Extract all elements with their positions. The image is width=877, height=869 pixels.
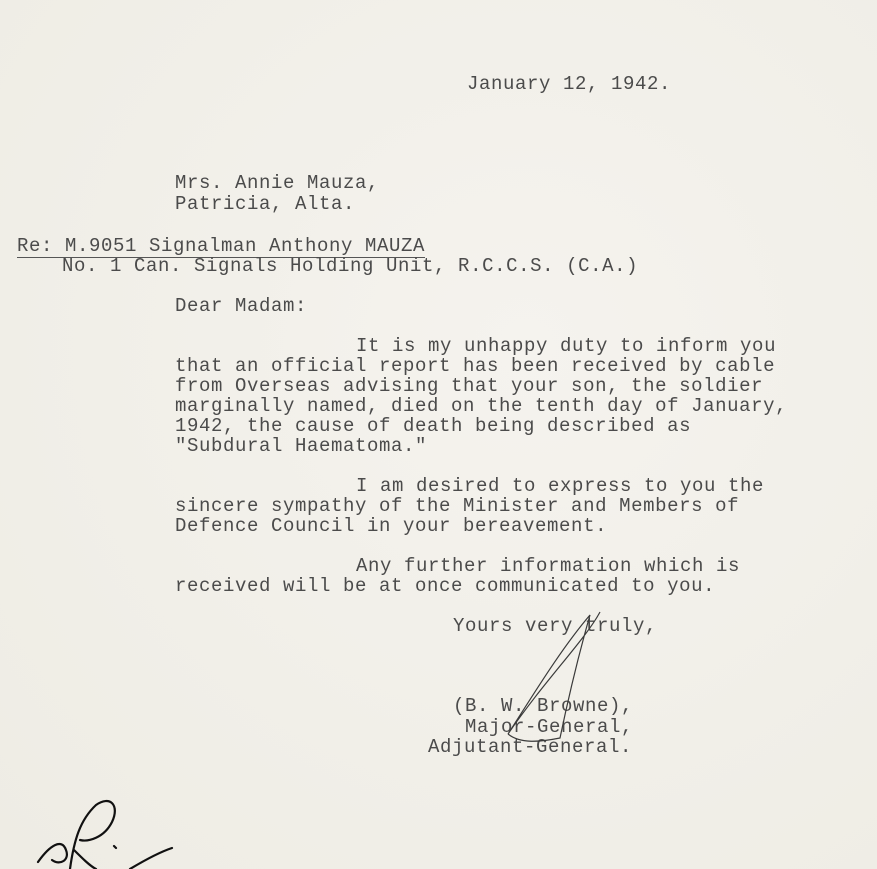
signatory-rank: Major-General, bbox=[465, 716, 634, 738]
letter-date: January 12, 1942. bbox=[467, 73, 672, 95]
paragraph-1-line: "Subdural Haematoma." bbox=[175, 435, 428, 457]
paragraph-1-line: It is my unhappy duty to inform you bbox=[356, 335, 777, 357]
paragraph-1-line: marginally named, died on the tenth day of January, bbox=[175, 395, 788, 417]
reference-unit: No. 1 Can. Signals Holding Unit, R.C.C.S. (C.A.) bbox=[62, 255, 639, 277]
paragraph-1-line: from Overseas advising that your son, the soldier bbox=[175, 375, 764, 397]
paragraph-3-line: Any further information which is bbox=[356, 555, 741, 577]
reference-line: Re: M.9051 Signalman Anthony MAUZA bbox=[17, 235, 426, 257]
paragraph-3-line: received will be at once communicated to you. bbox=[175, 575, 716, 597]
initials-scribble bbox=[38, 801, 172, 869]
closing: Yours very truly, bbox=[453, 615, 658, 637]
main-signature-stroke bbox=[508, 612, 600, 741]
signatory-title: Adjutant-General. bbox=[428, 736, 633, 758]
paragraph-2-line: I am desired to express to you the bbox=[356, 475, 765, 497]
paragraph-2-line: Defence Council in your bereavement. bbox=[175, 515, 608, 537]
salutation: Dear Madam: bbox=[175, 295, 308, 317]
paragraph-1-line: that an official report has been received by cable bbox=[175, 355, 776, 377]
recipient-name: Mrs. Annie Mauza, bbox=[175, 172, 380, 194]
paragraph-1-line: 1942, the cause of death being described as bbox=[175, 415, 692, 437]
recipient-address: Patricia, Alta. bbox=[175, 193, 356, 215]
paragraph-2-line: sincere sympathy of the Minister and Members of bbox=[175, 495, 740, 517]
signatory-name: (B. W. Browne), bbox=[453, 695, 634, 717]
